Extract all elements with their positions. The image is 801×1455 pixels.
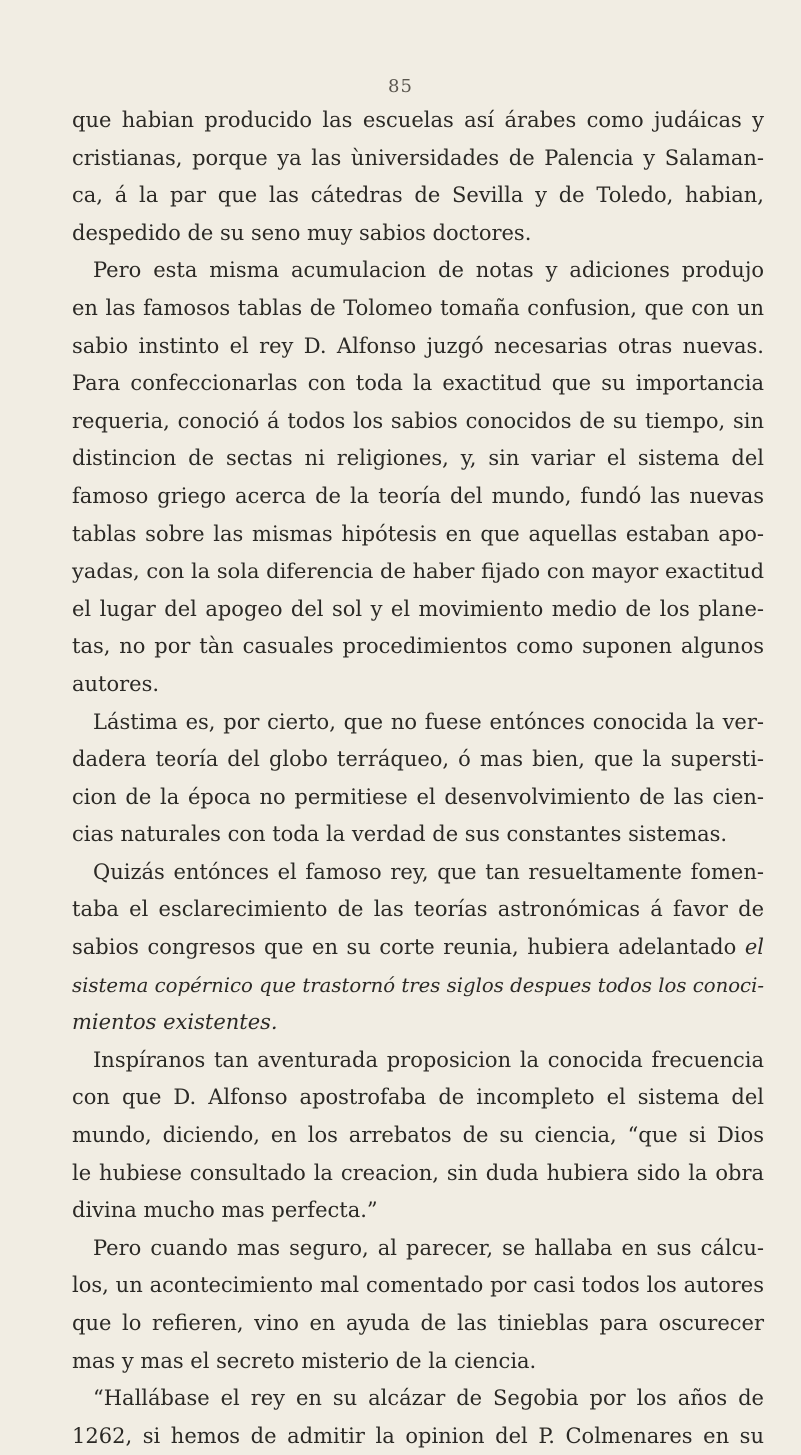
text-line: dadera teoría del globo terráqueo, ó mas bien, que la supersti- — [72, 747, 764, 772]
text-line: que habian producido las escuelas así árabes como judáicas y — [72, 108, 764, 132]
text-line: le hubiese consultado la creacion, sin duda hubiera sido la obra — [72, 1160, 764, 1185]
text-line: cristianas, porque ya las ùniversidades de Palencia y Salaman- — [72, 145, 764, 170]
text-line: mundo, diciendo, en los arrebatos de su ciencia, “que si Dios — [72, 1123, 764, 1148]
text-line-italic: el — [744, 935, 764, 960]
text-line: el lugar del apogeo del sol y el movimiento medio de los plane- — [72, 596, 764, 621]
text-line-italic: sistema copérnico que trastornó tres siglos despues todos los conoci- — [72, 973, 764, 997]
text-line: Para confeccionarlas con toda la exactitud que su importancia — [72, 371, 764, 396]
text-line: taba el esclarecimiento de las teorías astronómicas á favor de — [72, 897, 764, 922]
text-line-italic: mientos existentes. — [72, 1010, 278, 1035]
text-line: requeria, conoció á todos los sabios conocidos de su tiempo, sin — [72, 408, 764, 433]
text-line: despedido de su seno muy sabios doctores. — [72, 220, 532, 245]
body-text — [72, 102, 764, 1455]
text-line: tas, no por tàn casuales procedimientos como suponen algunos — [72, 634, 764, 659]
text-line: sabio instinto el rey D. Alfonso juzgó necesarias otras nuevas. — [72, 333, 764, 358]
text-line: tablas sobre las mismas hipótesis en que aquellas estaban apo- — [72, 521, 764, 546]
text-line — [72, 929, 764, 967]
page-number: 85 — [388, 76, 413, 97]
text-line: Lástima es, por cierto, que no fuese entónces conocida la ver- — [93, 709, 764, 734]
text-line: famoso griego acerca de la teoría del mundo, fundó las nuevas — [72, 483, 764, 508]
text-line: “Hallábase el rey en su alcázar de Segobia por los años de — [93, 1386, 764, 1411]
text-line: Pero esta misma acumulacion de notas y adiciones produjo — [93, 258, 764, 283]
text-line: los, un acontecimiento mal comentado por casi todos los autores — [72, 1273, 764, 1298]
text-line: con que D. Alfonso apostrofaba de incompleto el sistema del — [72, 1085, 764, 1110]
text-line: autores. — [72, 671, 160, 696]
text-line: ca, á la par que las cátedras de Sevilla y de Toledo, habian, — [72, 183, 764, 208]
text-line: cias naturales con toda la verdad de sus constantes sistemas. — [72, 822, 728, 847]
text-line: yadas, con la sola diferencia de haber fijado con mayor exactitud — [72, 559, 764, 584]
text-line: mas y mas el secreto misterio de la ciencia. — [72, 1348, 537, 1373]
text-line: que lo refieren, vino en ayuda de las tinieblas para oscurecer — [72, 1311, 764, 1335]
text-line: cion de la época no permitiese el desenvolvimiento de las cien- — [72, 784, 764, 809]
text-line: Pero cuando mas seguro, al parecer, se hallaba en sus cálcu- — [93, 1235, 764, 1260]
text-line: 1262, si hemos de admitir la opinion del P. Colmenares en su — [72, 1423, 764, 1448]
text-line: Quizás entónces el famoso rey, que tan resueltamente fomen- — [93, 859, 764, 884]
text-line-roman: sabios congresos que en su corte reunia, hubiera adelantado — [72, 935, 737, 960]
text-line: en las famosos tablas de Tolomeo tomaña confusion, que con un — [72, 295, 764, 320]
text-line: distincion de sectas ni religiones, y, sin variar el sistema del — [72, 446, 764, 471]
text-line: divina mucho mas perfecta.” — [72, 1198, 378, 1223]
text-line: Inspíranos tan aventurada proposicion la conocida frecuencia — [93, 1047, 764, 1072]
